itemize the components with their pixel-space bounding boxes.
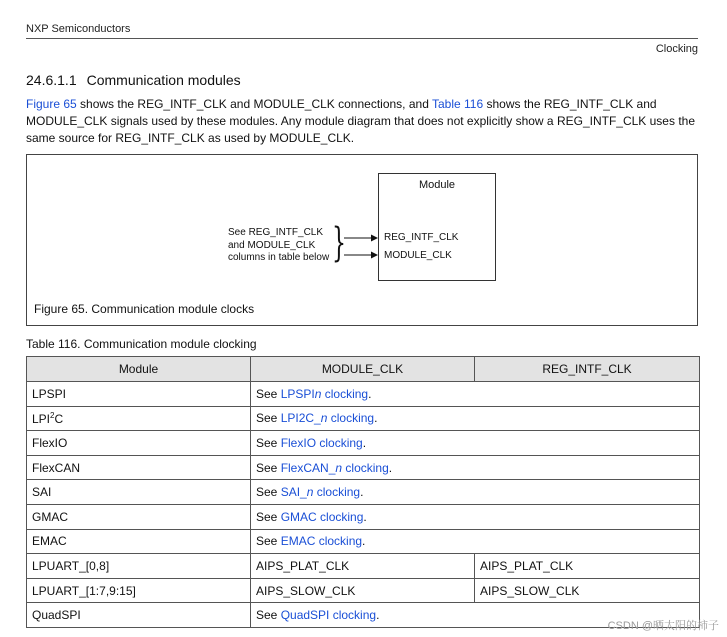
period: . [363,509,367,524]
period: . [376,608,380,623]
see-text: See [256,485,281,500]
period: . [374,411,378,426]
figure-caption: Figure 65. Communication module clocks [34,302,255,316]
section-number: 24.6.1.1 [26,72,77,88]
sai-clocking-link[interactable] [281,485,360,499]
link-text: clocking [327,411,375,426]
link-text: clocking [321,386,369,401]
clock-ref-cell [251,406,700,431]
table-row [27,382,700,407]
clock-ref-cell [251,480,700,505]
see-text: See [256,435,281,450]
module-cell [27,406,251,431]
body-paragraph [26,96,698,147]
section-heading [26,72,241,88]
link-text: SAI_ [280,485,307,500]
link-text: LPI2C_ [280,411,321,426]
signal-module-clk: MODULE_CLK [384,250,452,261]
module-cell: FlexCAN [27,455,251,480]
paragraph-text-2: shows the REG_INTF_CLK and MODULE_CLK signals used by these modules. Any module diagram that does not explicitly show a REG_INTF_CLK uses the same source for REG_INTF_CLK as used by MODULE_CLK. [26,97,695,145]
figure-65-link[interactable]: Figure 65 [26,97,77,111]
section-title: Communication modules [86,72,241,88]
section-name: Clocking [655,43,698,55]
watermark: CSDN @晒太阳的柿子 [607,620,719,632]
table-caption: Table 116. Communication module clocking [26,337,257,351]
module-clk-cell: AIPS_PLAT_CLK [251,554,475,579]
clock-ref-cell [251,455,700,480]
link-italic: n [335,460,343,475]
see-text: See [256,386,281,401]
reg-intf-clk-cell: AIPS_SLOW_CLK [475,578,700,603]
signal-arrows [340,225,380,265]
col-header-module: Module [27,357,251,382]
module-cell: QuadSPI [27,603,251,628]
table-row [27,578,700,603]
module-cell: EMAC [27,529,251,554]
table-row [27,504,700,529]
emac-clocking-link[interactable]: EMAC clocking [280,534,363,549]
clock-ref-cell [251,431,700,456]
module-cell: GMAC [27,504,251,529]
header-rule [26,38,698,39]
period: . [368,386,372,401]
module-text: LPI [32,411,51,426]
module-text: C [54,411,64,426]
link-italic: n [320,411,328,426]
clocking-table [26,356,700,628]
module-clk-cell: AIPS_SLOW_CLK [251,578,475,603]
see-text: See [256,534,281,549]
link-italic: n [314,386,322,401]
table-row [27,455,700,480]
figure-note [228,227,329,265]
col-header-reg-intf-clk: REG_INTF_CLK [475,357,700,382]
col-header-module-clk: MODULE_CLK [251,357,475,382]
module-cell: FlexIO [27,431,251,456]
link-text: clocking [342,460,389,475]
see-text: See [256,608,281,623]
reg-intf-clk-cell: AIPS_PLAT_CLK [475,554,700,579]
table-row [27,603,700,628]
table-row [27,554,700,579]
period: . [362,534,366,549]
table-row [27,480,700,505]
clock-ref-cell [251,382,700,407]
link-text: FlexCAN_ [280,460,336,475]
signal-reg-intf-clk: REG_INTF_CLK [384,232,459,243]
see-text: See [256,460,281,475]
flexcan-clocking-link[interactable] [281,461,389,475]
see-text: See [256,411,281,426]
module-label: Module [418,179,456,191]
quadspi-clocking-link[interactable]: QuadSPI clocking [280,608,377,623]
see-text: See [256,509,281,524]
table-row [27,431,700,456]
note-line-1: See REG_INTF_CLK [228,227,324,238]
company-header: NXP Semiconductors [26,23,131,35]
link-text: LPSPI [280,386,315,401]
module-cell: LPUART_[1:7,9:15] [27,578,251,603]
lpspi-clocking-link[interactable] [281,387,368,401]
flexio-clocking-link[interactable]: FlexIO clocking [280,435,363,450]
clock-ref-cell [251,504,700,529]
lpi2c-clocking-link[interactable] [281,411,374,425]
period: . [360,485,364,500]
link-italic: n [306,485,314,500]
curly-brace: } [332,220,346,266]
clock-ref-cell [251,529,700,554]
table-header-row [27,357,700,382]
table-row [27,406,700,431]
note-line-2: and MODULE_CLK [228,239,316,251]
module-cell: LPSPI [27,382,251,407]
note-line-3: columns in table below [228,252,330,263]
table-row [27,529,700,554]
table-116-link[interactable]: Table 116 [432,97,484,111]
module-cell: LPUART_[0,8] [27,554,251,579]
link-text: clocking [313,485,361,500]
period: . [362,435,367,450]
gmac-clocking-link[interactable]: GMAC clocking [280,509,364,524]
period: . [388,460,393,475]
superscript: 2 [50,410,55,420]
module-cell: SAI [27,480,251,505]
paragraph-text-1: shows the REG_INTF_CLK and MODULE_CLK connections, and [76,97,432,111]
